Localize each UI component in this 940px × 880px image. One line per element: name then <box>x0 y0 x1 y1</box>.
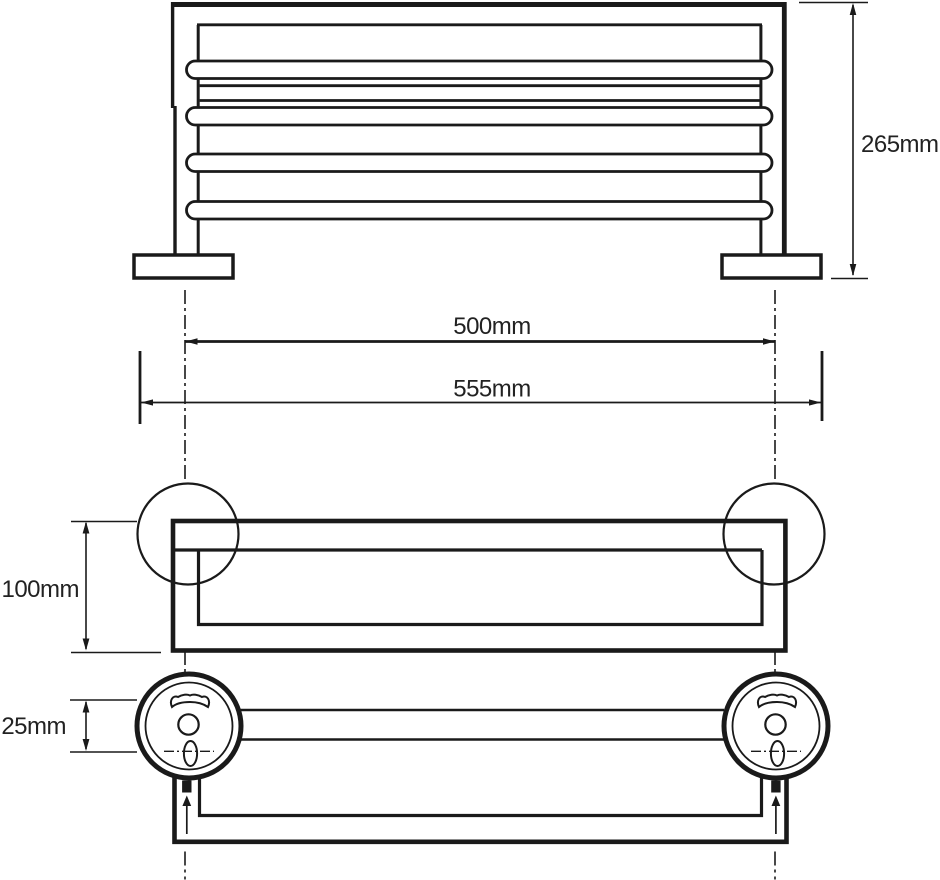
plate-outer-ring <box>724 674 828 778</box>
dimension-label-mount-spacing: 500mm <box>453 313 531 340</box>
insertion-arrow-left <box>182 796 191 835</box>
arrowhead-left-icon <box>141 399 153 405</box>
arrowhead-down-icon <box>83 739 90 751</box>
insertion-arrow-right <box>772 796 781 835</box>
frame-outer-u <box>175 777 787 842</box>
arrowhead-up-icon <box>83 522 90 534</box>
arrowhead-down-icon <box>83 639 90 651</box>
dimension-label-plate-offset: 25mm <box>1 713 66 740</box>
plan-view <box>138 484 825 651</box>
arrowhead-up-icon <box>83 701 90 713</box>
frame-inner-rect <box>199 550 763 625</box>
wall-plate-left <box>137 674 241 778</box>
frame-inner-u <box>200 777 762 816</box>
arrowhead-left-icon <box>186 338 198 345</box>
wall-plate-outline-right <box>724 484 825 585</box>
dimension-265mm <box>799 3 939 279</box>
arrowhead-down-icon <box>850 264 857 276</box>
dimension-label-height: 265mm <box>861 131 939 158</box>
towel-bar-4 <box>187 202 773 220</box>
front-view <box>134 2 821 278</box>
mount-pin-left <box>182 781 191 793</box>
dimension-500mm <box>186 313 776 345</box>
wall-plate-right <box>724 674 828 778</box>
arrowhead-up-icon <box>850 3 857 15</box>
plate-outer-ring <box>137 674 241 778</box>
bottom-view <box>137 674 828 842</box>
towel-bar-2 <box>187 108 773 126</box>
arrowhead-up-icon <box>772 796 781 807</box>
towel-bar-1 <box>187 61 773 79</box>
mount-pin-right <box>771 781 780 793</box>
base-plate-right <box>722 255 821 278</box>
towel-bar-3 <box>187 154 773 172</box>
dimension-label-depth: 100mm <box>1 576 79 603</box>
wall-plate-outline-left <box>138 484 239 585</box>
base-plate-left <box>134 255 233 278</box>
arrowhead-up-icon <box>182 796 191 807</box>
arrowhead-right-icon <box>809 399 821 405</box>
dimension-label-overall-width: 555mm <box>453 375 531 403</box>
dimension-555mm <box>140 351 822 424</box>
arrowhead-right-icon <box>763 338 775 345</box>
frame-outer-rect <box>173 521 785 651</box>
dimension-25mm <box>1 700 137 752</box>
